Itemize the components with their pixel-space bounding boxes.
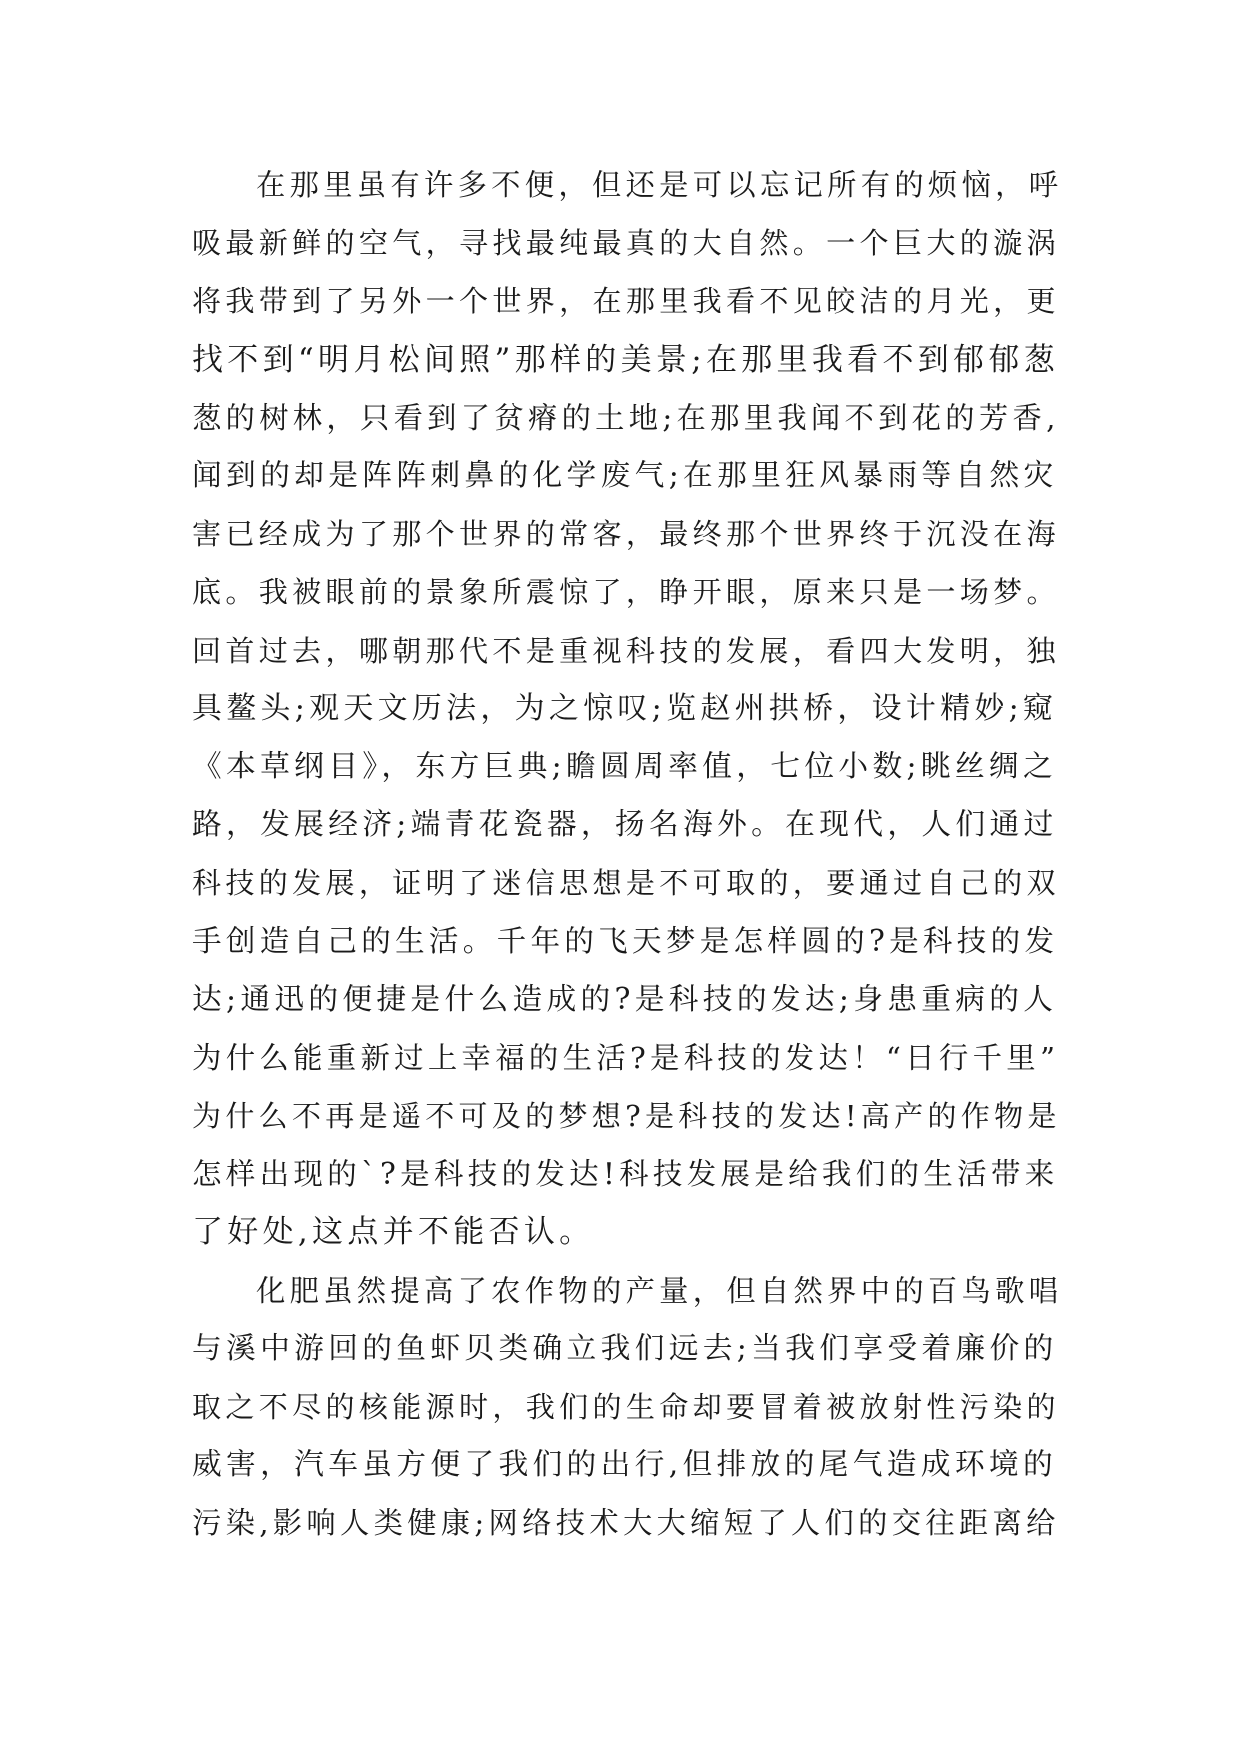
text-line: 将我带到了另外一个世界，在那里我看不见皎洁的月光，更 — [192, 284, 1060, 319]
document-body — [192, 156, 1062, 1553]
text-line: 害已经成为了那个世界的常客，最终那个世界终于沉没在海 — [192, 517, 1060, 552]
text-line: 了好处,这点并不能否认。 — [192, 1214, 595, 1251]
text-line: 在那里虽有许多不便，但还是可以忘记所有的烦恼，呼 — [256, 168, 1063, 202]
text-line: 闻到的却是阵阵刺鼻的化学废气;在那里狂风暴雨等自然灾 — [192, 457, 1058, 493]
text-line: 具鳌头;观天文历法，为之惊叹;览赵州拱桥，设计精妙;窥 — [192, 690, 1058, 726]
text-line: 《本草纲目》，东方巨典;瞻圆周率值，七位小数;眺丝绸之 — [192, 748, 1058, 784]
text-line: 威害，汽车虽方便了我们的出行,但排放的尾气造成环境的 — [192, 1447, 1058, 1483]
text-line: 路，发展经济;端青花瓷器，扬名海外。在现代，人们通过 — [192, 807, 1058, 843]
text-line: 手创造自己的生活。千年的飞天梦是怎样圆的?是科技的发 — [192, 924, 1059, 959]
text-line: 葱的树林，只看到了贫瘠的土地;在那里我闻不到花的芳香, — [192, 400, 1060, 435]
text-line: 化肥虽然提高了农作物的产量，但自然界中的百鸟歌唱 — [256, 1273, 1063, 1308]
text-line: 回首过去，哪朝那代不是重视科技的发展，看四大发明，独 — [192, 633, 1060, 668]
text-line: 为什么能重新过上幸福的生活?是科技的发达！“日行千里” — [192, 1040, 1060, 1075]
text-line: 取之不尽的核能源时，我们的生命却要冒着被放射性污染的 — [192, 1389, 1060, 1424]
text-line: 为什么不再是遥不可及的梦想?是科技的发达!高产的作物是 — [192, 1099, 1061, 1133]
text-line: 科技的发展，证明了迷信思想是不可取的，要通过自己的双 — [192, 866, 1060, 901]
paragraph-1 — [192, 156, 1062, 1262]
text-line: 达;通迅的便捷是什么造成的?是科技的发达;身患重病的人 — [192, 981, 1058, 1017]
text-line: 污染,影响人类健康;网络技术大大缩短了人们的交往距离给 — [192, 1506, 1060, 1541]
text-line: 底。我被眼前的景象所震惊了，睁开眼，原来只是一场梦。 — [192, 575, 1060, 610]
text-line: 吸最新鲜的空气，寻找最纯最真的大自然。一个巨大的漩涡 — [192, 226, 1060, 261]
text-line: 找不到“明月松间照”那样的美景;在那里我看不到郁郁葱 — [192, 341, 1059, 378]
paragraph-2 — [192, 1262, 1062, 1553]
text-line: 与溪中游回的鱼虾贝类确立我们远去;当我们享受着廉价的 — [192, 1330, 1058, 1366]
text-line: 怎样出现的`?是科技的发达!科技发展是给我们的生活带来 — [192, 1157, 1059, 1192]
